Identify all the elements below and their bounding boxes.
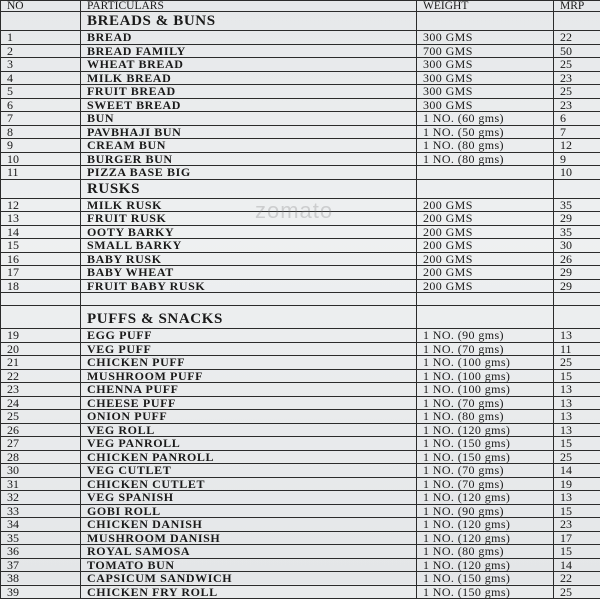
item-mrp: 26 (554, 252, 600, 266)
item-number: 31 (1, 477, 81, 491)
section-header-rusks (1, 179, 600, 198)
item-number: 13 (1, 212, 81, 226)
item-weight: 1 NO. (120 gms) (417, 518, 554, 532)
item-weight: 1 NO. (120 gms) (417, 423, 554, 437)
table-row (1, 437, 600, 451)
item-mrp: 29 (554, 266, 600, 280)
table-row (1, 369, 600, 383)
item-mrp: 14 (554, 558, 600, 572)
item-number: 3 (1, 58, 81, 72)
item-mrp: 15 (554, 545, 600, 559)
section-header-puffs (1, 306, 600, 329)
item-mrp: 11 (554, 342, 600, 356)
spacer-cell (554, 293, 600, 306)
spacer-row (1, 293, 600, 306)
section-no-blank (1, 179, 81, 198)
table-row (1, 58, 600, 72)
table-row (1, 450, 600, 464)
item-name: MILK BREAD (81, 71, 417, 85)
item-name: CHEESE PUFF (81, 396, 417, 410)
item-weight: 200 GMS (417, 266, 554, 280)
table-row (1, 531, 600, 545)
item-weight: 1 NO. (70 gms) (417, 396, 554, 410)
item-name: CREAM BUN (81, 139, 417, 153)
item-number: 16 (1, 252, 81, 266)
section-weight-blank (417, 179, 554, 198)
section-no-blank (1, 306, 81, 329)
item-number: 1 (1, 31, 81, 45)
table-row (1, 85, 600, 99)
item-weight: 200 GMS (417, 212, 554, 226)
item-name: MUSHROOM DANISH (81, 531, 417, 545)
item-number: 24 (1, 396, 81, 410)
item-name: FRUIT RUSK (81, 212, 417, 226)
item-mrp: 15 (554, 437, 600, 451)
item-name: SWEET BREAD (81, 98, 417, 112)
item-weight: 1 NO. (150 gms) (417, 585, 554, 599)
item-mrp: 15 (554, 504, 600, 518)
item-weight: 1 NO. (80 gms) (417, 545, 554, 559)
item-mrp: 25 (554, 58, 600, 72)
item-mrp: 23 (554, 71, 600, 85)
table-row (1, 125, 600, 139)
item-number: 20 (1, 342, 81, 356)
item-weight: 1 NO. (70 gms) (417, 477, 554, 491)
item-number: 23 (1, 383, 81, 397)
item-name: EGG PUFF (81, 329, 417, 343)
item-number: 34 (1, 518, 81, 532)
item-weight: 1 NO. (100 gms) (417, 369, 554, 383)
item-weight: 200 GMS (417, 252, 554, 266)
item-weight: 200 GMS (417, 198, 554, 212)
item-weight: 1 NO. (70 gms) (417, 464, 554, 478)
item-number: 26 (1, 423, 81, 437)
item-number: 36 (1, 545, 81, 559)
table-row (1, 518, 600, 532)
item-weight: 1 NO. (90 gms) (417, 329, 554, 343)
item-name: BREAD FAMILY (81, 44, 417, 58)
section-title-puffs: PUFFS & SNACKS (81, 306, 417, 329)
item-name: FRUIT BREAD (81, 85, 417, 99)
item-name: VEG PUFF (81, 342, 417, 356)
item-name: CAPSICUM SANDWICH (81, 572, 417, 586)
item-weight: 300 GMS (417, 31, 554, 45)
table-row (1, 558, 600, 572)
item-mrp: 35 (554, 198, 600, 212)
item-name: VEG SPANISH (81, 491, 417, 505)
table-row (1, 212, 600, 226)
item-name: MILK RUSK (81, 198, 417, 212)
item-mrp: 10 (554, 166, 600, 180)
item-number: 14 (1, 225, 81, 239)
item-mrp: 13 (554, 329, 600, 343)
item-mrp: 13 (554, 491, 600, 505)
item-mrp: 12 (554, 139, 600, 153)
item-name: VEG PANROLL (81, 437, 417, 451)
item-name: PAVBHAJI BUN (81, 125, 417, 139)
section-mrp-blank (554, 12, 600, 31)
item-mrp: 22 (554, 572, 600, 586)
item-number: 22 (1, 369, 81, 383)
item-number: 39 (1, 585, 81, 599)
table-row (1, 252, 600, 266)
item-weight: 1 NO. (120 gms) (417, 531, 554, 545)
header-row (1, 1, 600, 12)
header-particulars: PARTICULARS (81, 1, 417, 12)
table-row (1, 225, 600, 239)
item-weight: 1 NO. (100 gms) (417, 383, 554, 397)
item-name: WHEAT BREAD (81, 58, 417, 72)
item-name: CHICKEN CUTLET (81, 477, 417, 491)
spacer-cell (1, 293, 81, 306)
item-mrp: 29 (554, 279, 600, 293)
table-row (1, 342, 600, 356)
table-row (1, 477, 600, 491)
table-row (1, 329, 600, 343)
item-number: 9 (1, 139, 81, 153)
item-weight: 1 NO. (50 gms) (417, 125, 554, 139)
section-weight-blank (417, 306, 554, 329)
table-row (1, 98, 600, 112)
item-number: 2 (1, 44, 81, 58)
table-row (1, 545, 600, 559)
item-number: 5 (1, 85, 81, 99)
item-number: 11 (1, 166, 81, 180)
table-row (1, 410, 600, 424)
item-number: 30 (1, 464, 81, 478)
item-name: FRUIT BABY RUSK (81, 279, 417, 293)
item-mrp: 13 (554, 383, 600, 397)
header-mrp: MRP (554, 1, 600, 12)
item-name: VEG CUTLET (81, 464, 417, 478)
item-name: ONION PUFF (81, 410, 417, 424)
item-name: CHENNA PUFF (81, 383, 417, 397)
item-weight: 700 GMS (417, 44, 554, 58)
table-row (1, 139, 600, 153)
item-mrp: 9 (554, 152, 600, 166)
item-number: 19 (1, 329, 81, 343)
item-number: 27 (1, 437, 81, 451)
item-name: VEG ROLL (81, 423, 417, 437)
price-list-body (1, 12, 600, 599)
item-name: CHICKEN DANISH (81, 518, 417, 532)
watermark: zomato (255, 198, 333, 224)
table-row (1, 396, 600, 410)
item-mrp: 17 (554, 531, 600, 545)
table-row (1, 198, 600, 212)
item-mrp: 30 (554, 239, 600, 253)
item-mrp: 25 (554, 450, 600, 464)
spacer-cell (417, 293, 554, 306)
item-mrp: 13 (554, 410, 600, 424)
item-mrp: 19 (554, 477, 600, 491)
header-weight: WEIGHT (417, 1, 554, 12)
table-row (1, 239, 600, 253)
item-mrp: 7 (554, 125, 600, 139)
item-number: 8 (1, 125, 81, 139)
item-weight: 1 NO. (80 gms) (417, 139, 554, 153)
item-number: 35 (1, 531, 81, 545)
item-number: 21 (1, 356, 81, 370)
table-row (1, 504, 600, 518)
header-no: NO (1, 1, 81, 12)
item-number: 38 (1, 572, 81, 586)
item-mrp: 13 (554, 423, 600, 437)
table-row (1, 71, 600, 85)
table-row (1, 356, 600, 370)
item-weight: 1 NO. (150 gms) (417, 450, 554, 464)
item-number: 4 (1, 71, 81, 85)
item-weight: 300 GMS (417, 85, 554, 99)
item-mrp: 23 (554, 98, 600, 112)
item-weight (417, 166, 554, 180)
item-weight: 1 NO. (70 gms) (417, 342, 554, 356)
item-mrp: 23 (554, 518, 600, 532)
item-mrp: 29 (554, 212, 600, 226)
item-weight: 1 NO. (150 gms) (417, 572, 554, 586)
item-name: TOMATO BUN (81, 558, 417, 572)
item-weight: 1 NO. (90 gms) (417, 504, 554, 518)
section-mrp-blank (554, 179, 600, 198)
table-row (1, 112, 600, 126)
section-title-rusks: RUSKS (81, 179, 417, 198)
item-number: 32 (1, 491, 81, 505)
table-row (1, 572, 600, 586)
item-name: OOTY BARKY (81, 225, 417, 239)
item-weight: 1 NO. (120 gms) (417, 558, 554, 572)
item-number: 33 (1, 504, 81, 518)
table-row (1, 152, 600, 166)
item-name: SMALL BARKY (81, 239, 417, 253)
item-weight: 200 GMS (417, 225, 554, 239)
item-name: CHICKEN FRY ROLL (81, 585, 417, 599)
table-row (1, 166, 600, 180)
item-name: BABY RUSK (81, 252, 417, 266)
table-row (1, 279, 600, 293)
item-weight: 1 NO. (80 gms) (417, 410, 554, 424)
item-mrp: 25 (554, 585, 600, 599)
item-weight: 300 GMS (417, 58, 554, 72)
item-name: BURGER BUN (81, 152, 417, 166)
item-name: CHICKEN PUFF (81, 356, 417, 370)
item-weight: 1 NO. (80 gms) (417, 152, 554, 166)
item-weight: 1 NO. (60 gms) (417, 112, 554, 126)
item-mrp: 35 (554, 225, 600, 239)
section-header-breads (1, 12, 600, 31)
table-row (1, 383, 600, 397)
section-no-blank (1, 12, 81, 31)
item-weight: 200 GMS (417, 239, 554, 253)
item-weight: 200 GMS (417, 279, 554, 293)
item-name: ROYAL SAMOSA (81, 545, 417, 559)
item-number: 15 (1, 239, 81, 253)
item-name: MUSHROOM PUFF (81, 369, 417, 383)
item-number: 12 (1, 198, 81, 212)
item-weight: 1 NO. (150 gms) (417, 437, 554, 451)
table-row (1, 266, 600, 280)
table-row (1, 31, 600, 45)
item-mrp: 25 (554, 85, 600, 99)
table-row (1, 491, 600, 505)
table-row (1, 585, 600, 599)
item-mrp: 15 (554, 369, 600, 383)
item-name: BUN (81, 112, 417, 126)
item-number: 28 (1, 450, 81, 464)
item-number: 37 (1, 558, 81, 572)
section-mrp-blank (554, 306, 600, 329)
item-number: 25 (1, 410, 81, 424)
item-mrp: 6 (554, 112, 600, 126)
item-name: CHICKEN PANROLL (81, 450, 417, 464)
item-mrp: 13 (554, 396, 600, 410)
item-name: BREAD (81, 31, 417, 45)
item-name: BABY WHEAT (81, 266, 417, 280)
item-mrp: 14 (554, 464, 600, 478)
item-name: GOBI ROLL (81, 504, 417, 518)
item-mrp: 25 (554, 356, 600, 370)
item-weight: 300 GMS (417, 98, 554, 112)
item-name: PIZZA BASE BIG (81, 166, 417, 180)
item-number: 6 (1, 98, 81, 112)
item-number: 18 (1, 279, 81, 293)
spacer-cell (81, 293, 417, 306)
item-number: 17 (1, 266, 81, 280)
table-row (1, 423, 600, 437)
item-number: 10 (1, 152, 81, 166)
table-row (1, 464, 600, 478)
item-weight: 300 GMS (417, 71, 554, 85)
section-title-breads: BREADS & BUNS (81, 12, 417, 31)
item-weight: 1 NO. (100 gms) (417, 356, 554, 370)
item-mrp: 22 (554, 31, 600, 45)
item-number: 7 (1, 112, 81, 126)
section-weight-blank (417, 12, 554, 31)
item-weight: 1 NO. (120 gms) (417, 491, 554, 505)
item-mrp: 50 (554, 44, 600, 58)
table-row (1, 44, 600, 58)
